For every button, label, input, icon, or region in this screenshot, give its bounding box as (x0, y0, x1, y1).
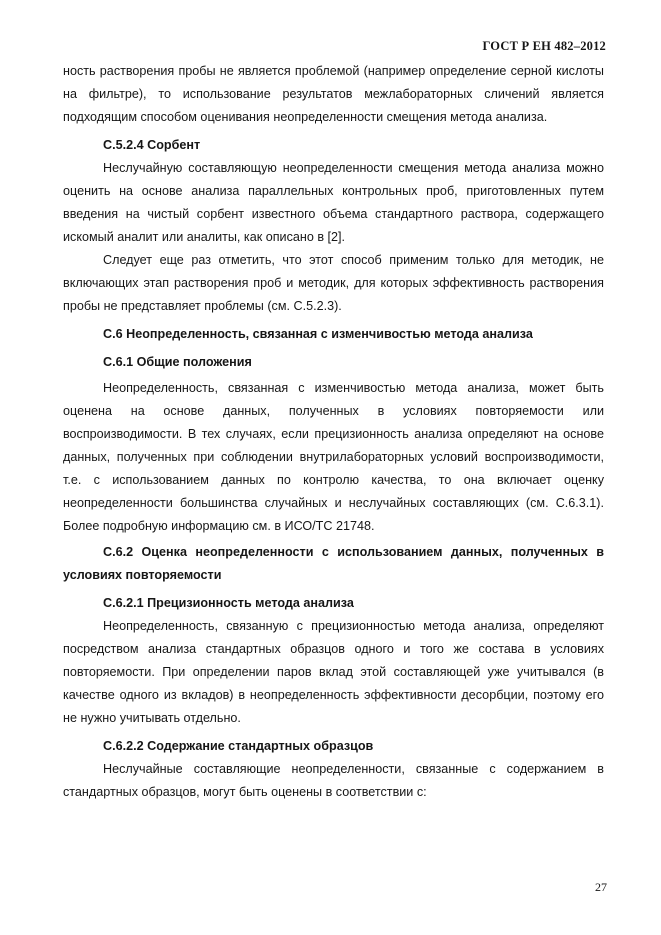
section-heading-c622: С.6.2.2 Содержание стандартных образцов (103, 739, 374, 753)
paragraph-applicability: Следует еще раз отметить, что этот способ применим только для методик, не включающих этап растворения проб и методик, для которых эффективность растворения пробы не представляет проблемы (см. С.5.2.3). (63, 253, 604, 313)
page-body (63, 60, 604, 804)
paragraph-precision: Неопределенность, связанную с прецизионностью метода анализа, определяют посредством анализа стандартных образцов одного и того же состава в условиях повторяемости. При определении паров вклад этой составляющей уже учитывался (в качестве одного из вкладов) в неопределенность эффективности десорбции, поэтому его не нужно учитывать отдельно. (63, 619, 604, 725)
paragraph-sorbent: Неслучайную составляющую неопределенности смещения метода анализа можно оценить на основе анализа параллельных контрольных проб, приготовленных путем введения на чистый сорбент известного объема стандартного раствора, содержащего искомый аналит или аналиты, как описано в [2]. (63, 161, 604, 244)
page-number: 27 (595, 880, 607, 894)
paragraph-general: Неопределенность, связанная с изменчивостью метода анализа, может быть оценена на основе данных, полученных в условиях повторяемости или воспроизводимости. В тех случаях, если прецизионность анализа определяют на основе данных, полученных при соблюдении внутрилабораторных условий воспроизводимости, т.е. с использованием данных по контролю качества, то она включает оценку неопределенности большинства случайных и неслучайных составляющих (см. С.6.3.1). Более подробную информацию см. в ИСО/ТС 21748. (63, 381, 604, 533)
section-heading-c61: С.6.1 Общие положения (103, 355, 252, 369)
paragraph-reference-materials: Неслучайные составляющие неопределенности, связанные с содержанием в стандартных образцов, могут быть оценены в соответствии с: (63, 762, 604, 799)
section-heading-c524: С.5.2.4 Сорбент (103, 138, 201, 152)
section-heading-c6: С.6 Неопределенность, связанная с изменчивостью метода анализа (103, 327, 533, 341)
section-heading-c62: С.6.2 Оценка неопределенности с использованием данных, полученных в условиях повторяемости (63, 545, 604, 582)
section-heading-c621: С.6.2.1 Прецизионность метода анализа (103, 596, 354, 610)
document-id-header: ГОСТ Р ЕН 482–2012 (482, 39, 606, 53)
paragraph-continuation: ность растворения пробы не является проблемой (например определение серной кислоты на фильтре), то использование результатов межлабораторных сличений является подходящим способом оценивания неопределенности смещения метода анализа. (63, 64, 604, 124)
